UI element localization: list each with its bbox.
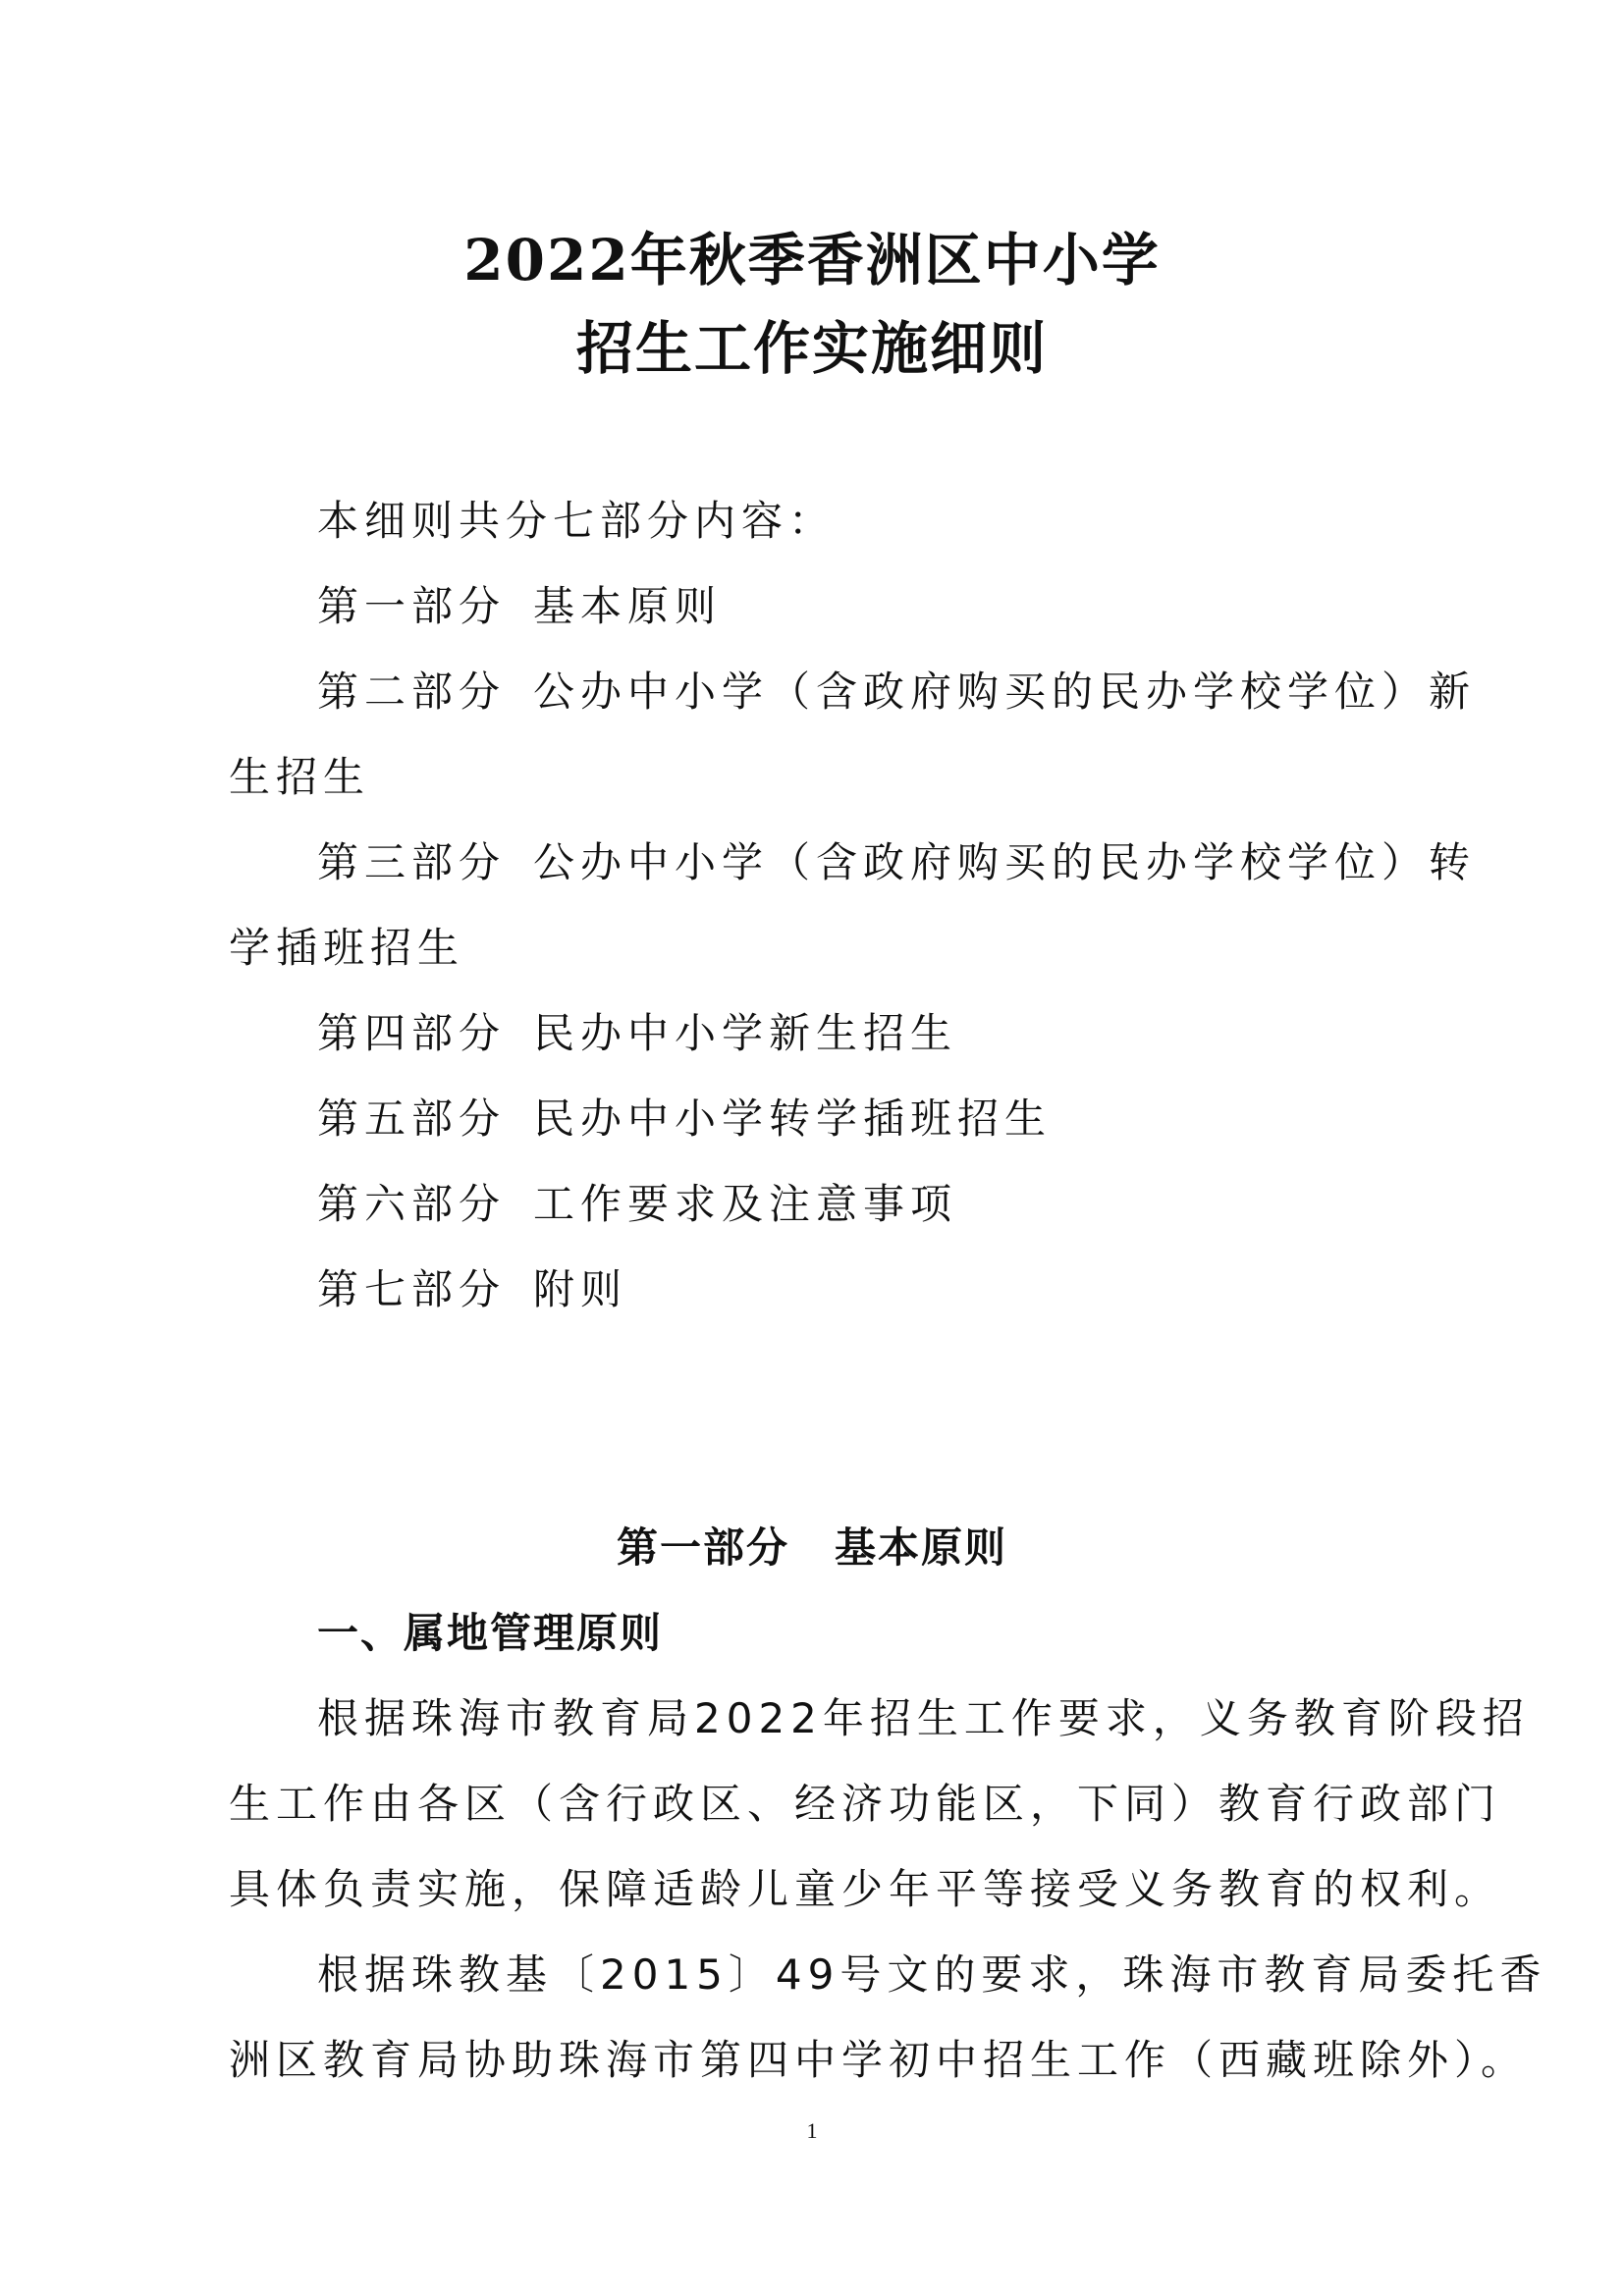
toc-intro: 本细则共分七部分内容： [317,497,837,545]
subsection-heading: 一、属地管理原则 [317,1609,664,1657]
section-part-label: 第一部分 [616,1523,789,1572]
toc-item [317,1172,957,1231]
toc-part-name: 公办中小学（含政府购买的民办学校学位）转 [533,838,1477,886]
toc-item [317,1001,957,1060]
section-heading [0,1516,1624,1575]
toc-item [317,1257,627,1316]
toc-part-label: 第七部分 [317,1265,507,1313]
paragraph-line: 具体负责实施，保障适龄儿童少年平等接受义务教育的权利。 [229,1865,1502,1913]
toc-part-name: 基本原则 [533,582,723,630]
toc-item [317,574,722,633]
toc-part-name: 公办中小学（含政府购买的民办学校学位）新 [533,667,1477,716]
toc-part-label: 第六部分 [317,1180,507,1228]
toc-item [317,830,1476,889]
toc-item [317,660,1476,719]
paragraph-line: 根据珠海市教育局2022年招生工作要求，义务教育阶段招 [317,1694,1530,1742]
toc-part-name: 附则 [533,1265,628,1313]
toc-part-name: 民办中小学新生招生 [533,1009,958,1057]
section-part-name: 基本原则 [835,1523,1008,1572]
toc-item-continuation: 学插班招生 [229,924,465,972]
toc-part-name: 民办中小学转学插班招生 [533,1095,1053,1143]
paragraph-line: 根据珠教基〔2015〕49号文的要求，珠海市教育局委托香 [317,1950,1547,1999]
toc-part-label: 第五部分 [317,1095,507,1143]
toc-item [317,1087,1052,1146]
toc-part-label: 第三部分 [317,838,507,886]
page-number: 1 [806,2118,818,2143]
paragraph-line: 洲区教育局协助珠海市第四中学初中招生工作（西藏班除外）。 [229,2036,1529,2084]
toc-part-label: 第四部分 [317,1009,507,1057]
paragraph-line: 生工作由各区（含行政区、经济功能区，下同）教育行政部门 [229,1780,1502,1828]
document-title-line-2: 招生工作实施细则 [575,315,1048,382]
document-title-line-1: 2022年秋季香洲区中小学 [463,227,1161,294]
toc-item-continuation: 生招生 [229,753,371,801]
toc-part-name: 工作要求及注意事项 [533,1180,958,1228]
toc-part-label: 第一部分 [317,582,507,630]
toc-part-label: 第二部分 [317,667,507,716]
